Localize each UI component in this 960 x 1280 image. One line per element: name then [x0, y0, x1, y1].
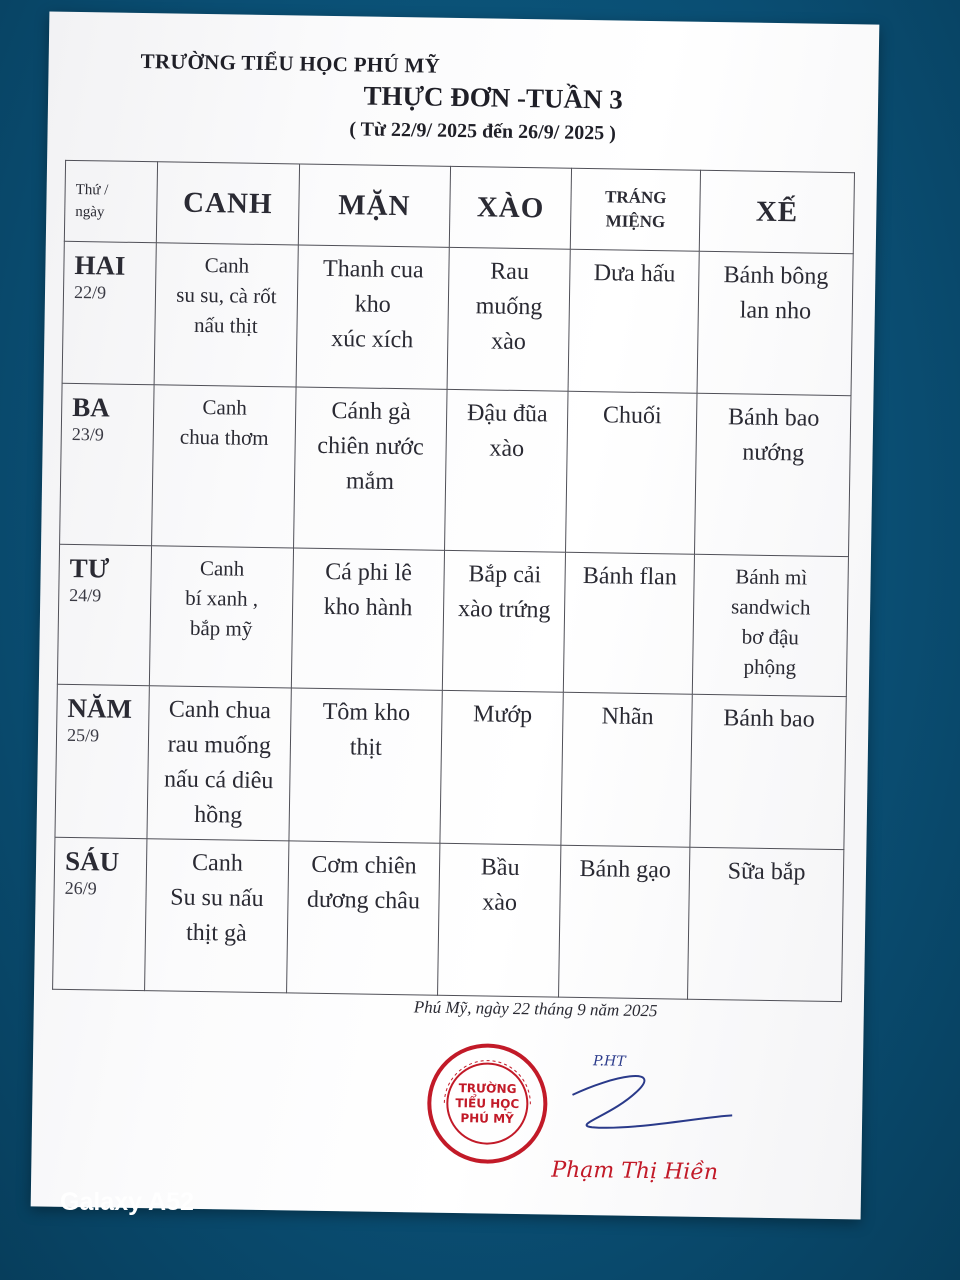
- day-cell: SÁU 26/9: [53, 837, 148, 991]
- menu-sheet: [31, 12, 880, 1220]
- svg-text:TRƯỜNG: TRƯỜNG: [458, 1081, 517, 1097]
- school-name: TRƯỜNG TIỂU HỌC PHÚ MỸ: [140, 48, 441, 78]
- xe-cell: Bánh bao nướng: [695, 394, 851, 557]
- header-day: Thứ / ngày: [64, 160, 157, 242]
- day-cell: BA 23/9: [60, 384, 155, 546]
- header-xe: XẾ: [700, 170, 855, 253]
- signer-name: Phạm Thị Hiền: [551, 1157, 719, 1186]
- man-cell: Cơm chiên dương châu: [286, 840, 440, 995]
- xao-cell: Mướp: [440, 690, 563, 844]
- table-row: [62, 241, 853, 396]
- canh-cell: Canh chua thơm: [152, 385, 296, 548]
- xe-cell: Bánh bao: [690, 694, 846, 849]
- header-man: MẶN: [298, 164, 451, 247]
- page-title: THỰC ĐƠN -TUẦN 3: [363, 80, 623, 115]
- svg-text:TIỂU HỌC: TIỂU HỌC: [455, 1096, 520, 1112]
- xao-cell: Bắp cải xào trứng: [443, 550, 566, 692]
- table-row: [60, 384, 851, 557]
- xe-cell: Bánh bông lan nho: [697, 251, 853, 396]
- xao-cell: Rau muống xào: [447, 247, 570, 391]
- signature-mark: [552, 1035, 754, 1158]
- header-row: [64, 160, 854, 253]
- trang-mieng-cell: Chuối: [566, 392, 698, 555]
- canh-cell: Canh chua rau muống nấu cá diêu hồng: [147, 686, 291, 841]
- day-cell: HAI 22/9: [62, 241, 156, 385]
- trang-mieng-cell: Bánh flan: [563, 552, 694, 694]
- device-watermark: Galaxy A52: [60, 1188, 194, 1216]
- xao-cell: Đậu đũa xào: [445, 390, 568, 552]
- place-and-date: Phú Mỹ, ngày 22 tháng 9 năm 2025: [413, 997, 658, 1021]
- date-range: ( Từ 22/9/ 2025 đến 26/9/ 2025 ): [349, 118, 617, 145]
- canh-cell: Canh su su, cà rốt nấu thịt: [154, 243, 298, 387]
- man-cell: Thanh cua kho xúc xích: [296, 245, 450, 390]
- trang-mieng-cell: Nhãn: [561, 692, 692, 846]
- xe-cell: Sữa bắp: [688, 847, 844, 1002]
- table-row: [53, 837, 844, 1002]
- svg-text:P.HT: P.HT: [592, 1053, 626, 1070]
- school-stamp: [423, 1040, 551, 1168]
- header-canh: CANH: [157, 162, 300, 245]
- table-row: [55, 684, 846, 849]
- canh-cell: Canh bí xanh , bắp mỹ: [150, 546, 294, 688]
- header-xao: XÀO: [450, 166, 572, 249]
- man-cell: Cá phi lê kho hành: [291, 548, 445, 691]
- man-cell: Cánh gà chiên nước mắm: [293, 387, 447, 550]
- day-cell: TƯ 24/9: [57, 544, 151, 686]
- xao-cell: Bầu xào: [438, 843, 561, 997]
- man-cell: Tôm kho thịt: [289, 688, 443, 843]
- canh-cell: Canh Su su nấu thịt gà: [145, 838, 289, 993]
- xe-cell: Bánh mì sandwich bơ đậu phộng: [693, 554, 849, 697]
- trang-mieng-cell: Bánh gạo: [559, 845, 690, 999]
- menu-table: [52, 160, 855, 1002]
- day-cell: NĂM 25/9: [55, 684, 150, 838]
- table-row: [57, 544, 848, 697]
- svg-text:PHÚ MỸ: PHÚ MỸ: [460, 1111, 514, 1126]
- header-trang-mieng: TRÁNG MIỆNG: [570, 168, 700, 251]
- trang-mieng-cell: Dưa hấu: [568, 249, 699, 393]
